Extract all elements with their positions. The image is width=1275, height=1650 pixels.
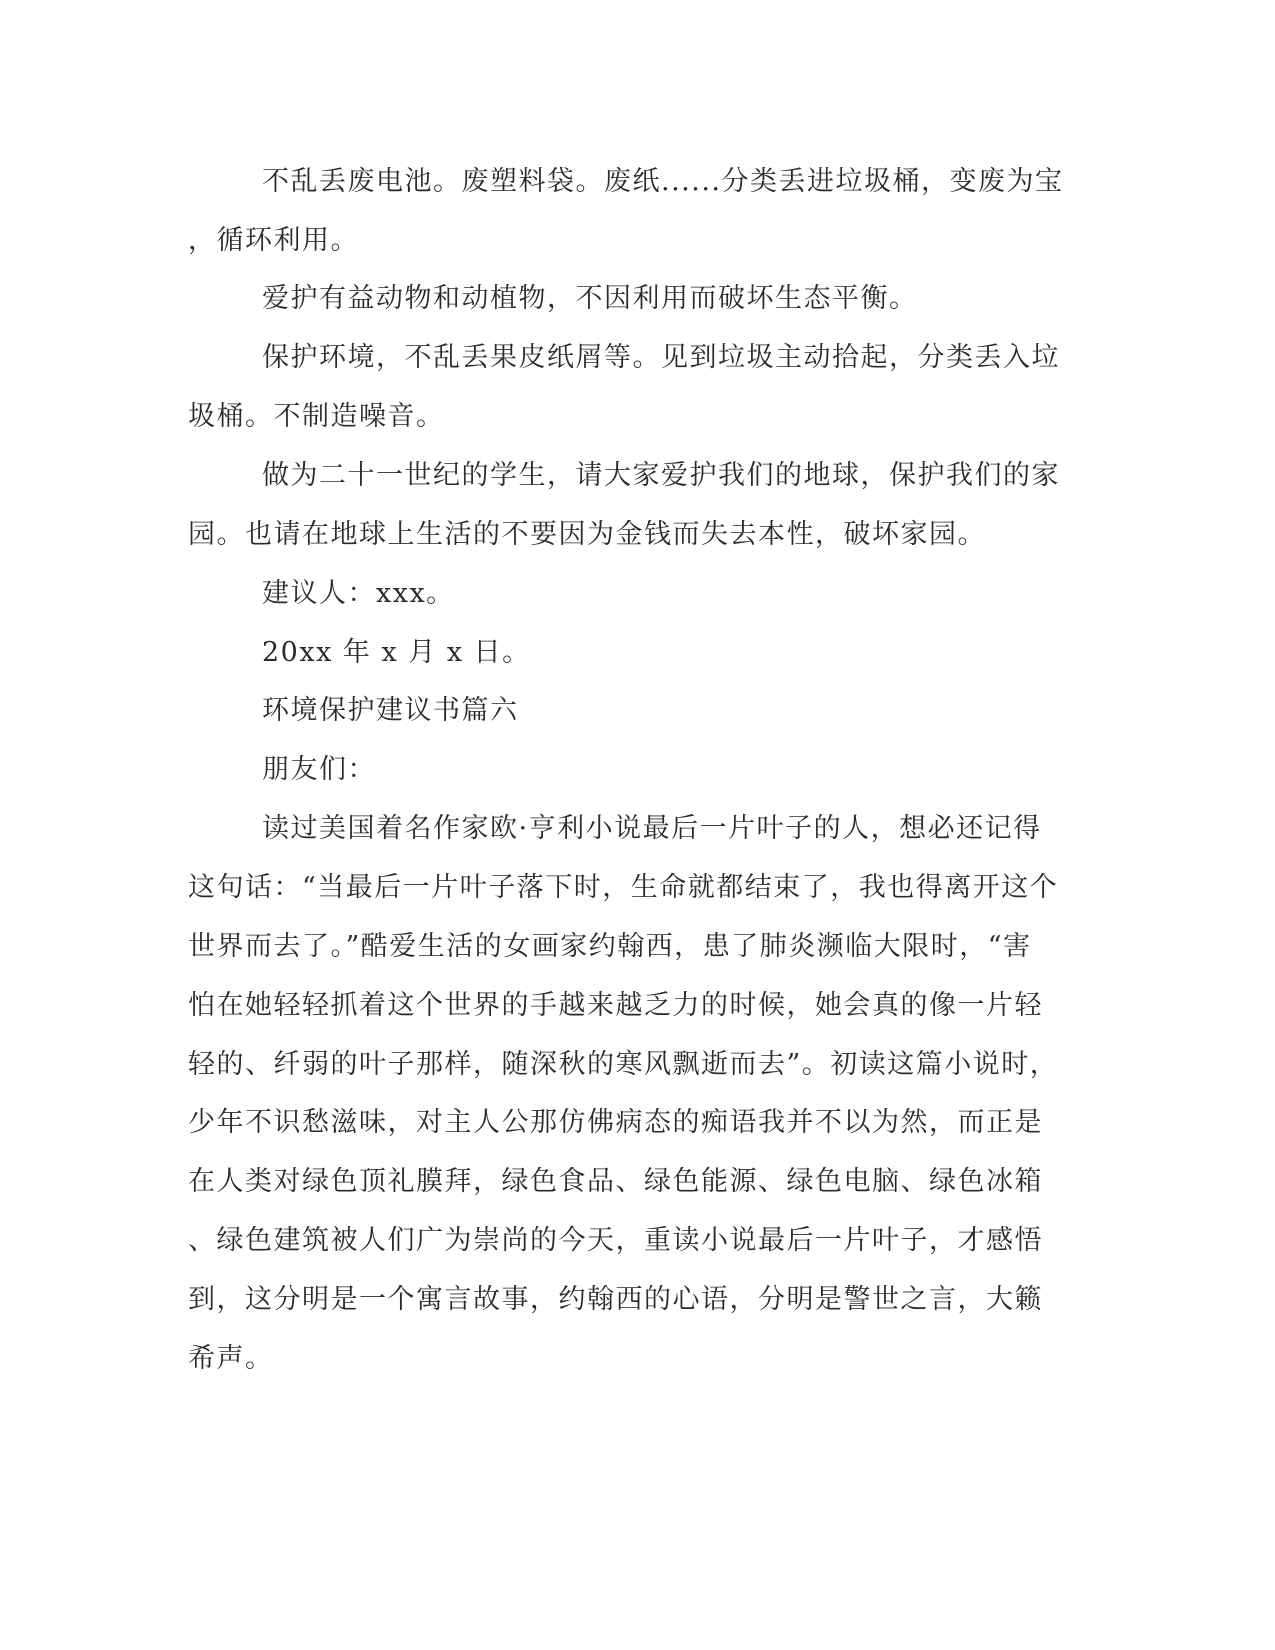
text-line: 少年不识愁滋味，对主人公那仿佛病态的痴语我并不以为然，而正是: [188, 1107, 1043, 1138]
text-line: 保护环境，不乱丢果皮纸屑等。见到垃圾主动拾起，分类丢入垃: [262, 342, 1060, 373]
text-line: 轻的、纤弱的叶子那样，随深秋的寒风飘逝而去”。初读这篇小说时，: [188, 1049, 1059, 1080]
text-line: 不乱丢废电池。废塑料袋。废纸......分类丢进垃圾桶，变废为宝: [262, 166, 1064, 197]
text-line: 园。也请在地球上生活的不要因为金钱而失去本性，破坏家园。: [188, 519, 986, 550]
text-line: 世界而去了。”酷爱生活的女画家约翰西，患了肺炎濒临大限时，“害: [188, 931, 1032, 962]
text-line: 爱护有益动物和动植物，不因利用而破坏生态平衡。: [262, 283, 918, 314]
text-line: 读过美国着名作家欧·亨利小说最后一片叶子的人，想必还记得: [262, 813, 1042, 844]
text-line: 这句话：“当最后一片叶子落下时，生命就都结束了，我也得离开这个: [188, 872, 1059, 903]
text-line: 到，这分明是一个寓言故事，约翰西的心语，分明是警世之言，大籁: [188, 1284, 1043, 1315]
text-line: 在人类对绿色顶礼膜拜，绿色食品、绿色能源、绿色电脑、绿色冰箱: [188, 1166, 1043, 1197]
text-line: 、绿色建筑被人们广为崇尚的今天，重读小说最后一片叶子，才感悟: [188, 1225, 1043, 1256]
text-line: 做为二十一世纪的学生，请大家爱护我们的地球，保护我们的家: [262, 460, 1060, 491]
signature-line: 建议人：xxx。: [262, 578, 455, 609]
section-heading: 环境保护建议书篇六: [262, 695, 519, 726]
text-line: 圾桶。不制造噪音。: [188, 401, 445, 432]
date-line: 20xx 年 x 月 x 日。: [262, 637, 531, 668]
text-line: ，循环利用。: [188, 225, 359, 256]
salutation: 朋友们：: [262, 754, 376, 785]
text-line: 怕在她轻轻抓着这个世界的手越来越乏力的时候，她会真的像一片轻: [188, 990, 1043, 1021]
text-line: 希声。: [188, 1343, 274, 1374]
